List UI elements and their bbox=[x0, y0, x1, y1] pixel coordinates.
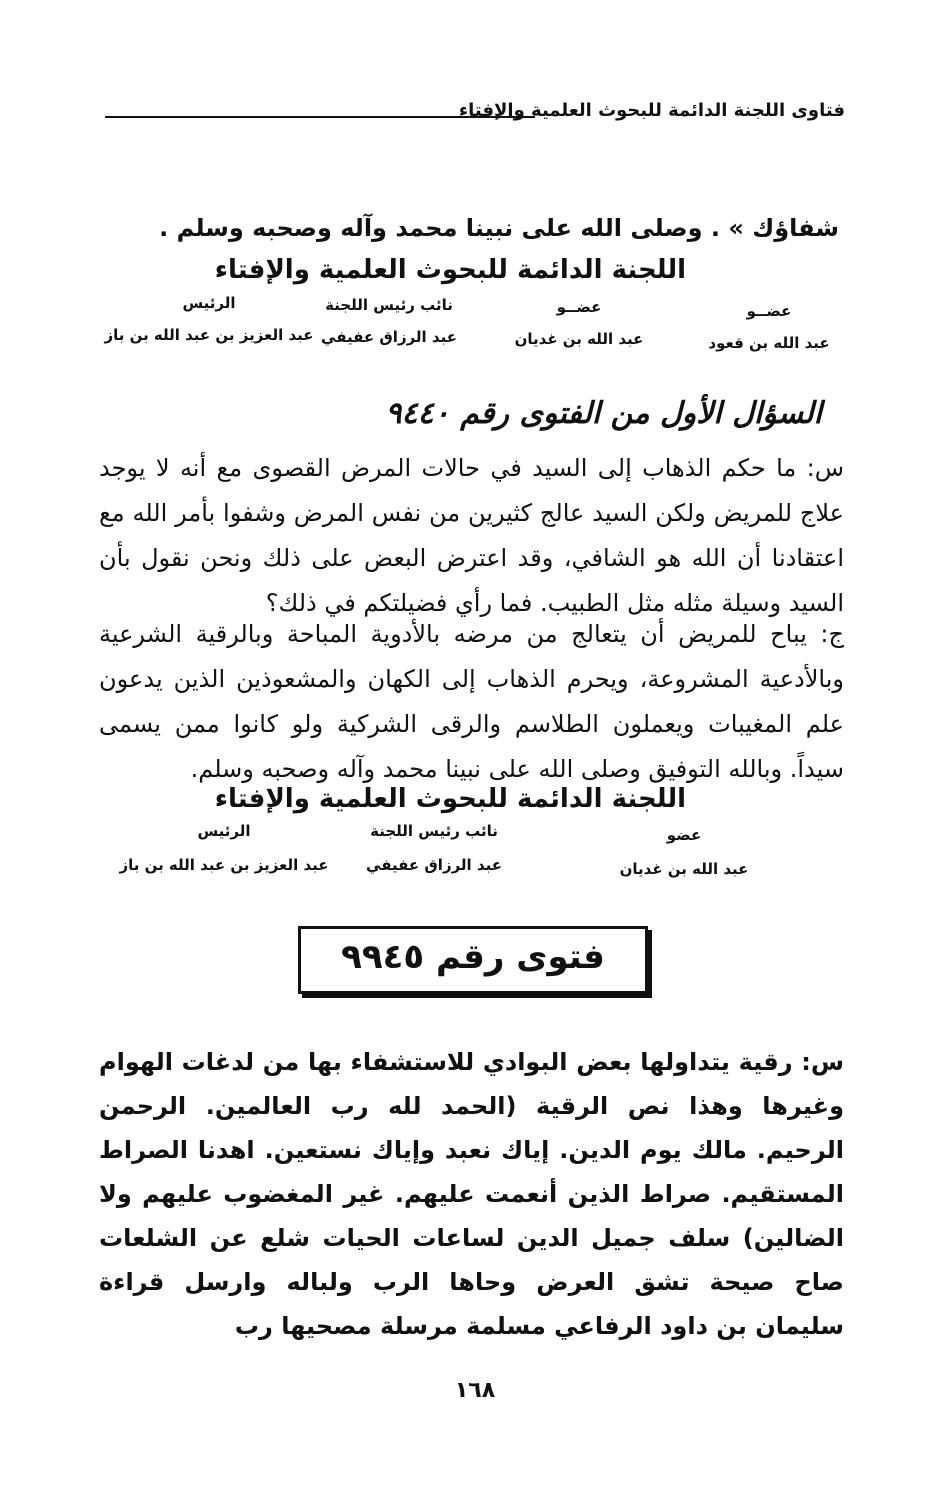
closing-line: شفاؤك » . وصلى الله على نبينا محمد وآله وصحبه وسلم . bbox=[159, 214, 839, 242]
signature-name: عبد الله بن غديان bbox=[619, 860, 749, 878]
signature-chair-2 bbox=[119, 822, 329, 874]
committee-title-2: اللجنة الدائمة للبحوث العلمية والإفتاء bbox=[214, 784, 686, 814]
signature-vice-chair bbox=[304, 296, 474, 346]
signature-role: عضو bbox=[666, 826, 702, 844]
fatwa-number-title: فتوى رقم ٩٩٤٥ bbox=[341, 937, 605, 977]
signature-role: عضــو bbox=[556, 298, 602, 316]
signature-role: الرئيس bbox=[197, 822, 251, 840]
signature-chair bbox=[104, 294, 314, 344]
signature-member bbox=[609, 826, 759, 878]
signature-role: نائب رئيس اللجنة bbox=[325, 296, 453, 314]
signature-name: عبد الله بن غديان bbox=[514, 330, 644, 348]
question-1-paragraph: س: ما حكم الذهاب إلى السيد في حالات المرض القصوى مع أنه لا يوجد علاج للمريض ولكن السيد عالج كثيرين من نفس المرض وشفوا بأمر الله مع اعتقادنا أن الله هو الشافي، وقد اعترض البعض على ذلك ونحن نقول بأن السيد وسيلة مثله مثل الطبيب. فما رأي فضيلتكم في ذلك؟ bbox=[99, 454, 844, 617]
header-rule bbox=[105, 116, 535, 118]
signature-member-1 bbox=[694, 302, 844, 352]
signature-role: نائب رئيس اللجنة bbox=[370, 822, 498, 840]
signature-member-2 bbox=[504, 298, 654, 348]
signature-name: عبد العزيز بن عبد الله بن باز bbox=[104, 326, 314, 344]
signature-name: عبد الرزاق عفيفي bbox=[366, 856, 502, 874]
signature-name: عبد الرزاق عفيفي bbox=[321, 328, 457, 346]
question-heading: السؤال الأول من الفتوى رقم ٩٤٤٠ bbox=[385, 396, 822, 431]
running-header bbox=[105, 100, 845, 130]
signature-role: الرئيس bbox=[182, 294, 236, 312]
signature-name: عبد العزيز بن عبد الله بن باز bbox=[119, 856, 329, 874]
question-2-paragraph: س: رقية يتداولها بعض البوادي للاستشفاء بها من لدغات الهوام وغيرها وهذا نص الرقية (الحمد لله رب العالمين. الرحمن الرحيم. مالك يوم الدين. إياك نعبد وإياك نستعين. اهدنا الصراط المستقيم. صراط الذين أنعمت عليهم. غير المغضوب عليهم ولا الضالين) سلف جميل الدين لساعات الحيات شلع عن الشلعات صاح صيحة تشق العرض وحاها الرب ولباله وارسل قراءة سليمان بن داود الرفاعي مسلمة مرسلة مصحيها رب bbox=[99, 1048, 844, 1340]
page-number: ١٦٨ bbox=[454, 1378, 496, 1403]
running-header-title: فتاوى اللجنة الدائمة للبحوث العلمية والإفتاء bbox=[458, 100, 845, 121]
signature-name: عبد الله بن قعود bbox=[708, 334, 830, 352]
signature-vice-chair-2 bbox=[349, 822, 519, 874]
answer-1-paragraph: ج: يباح للمريض أن يتعالج من مرضه بالأدوية المباحة وبالرقية الشرعية وبالأدعية المشروعة، ويحرم الذهاب إلى الكهان والمشعوذين الذين يدعون علم المغيبات ويعملون الطلاسم والرقى الشركية ولو كانوا ممن يسمى سيداً. وبالله التوفيق وصلى الله على نبينا محمد وآله وصحبه وسلم. bbox=[99, 620, 844, 783]
fatwa-number-box bbox=[298, 926, 648, 994]
signature-role: عضــو bbox=[746, 302, 792, 320]
committee-title: اللجنة الدائمة للبحوث العلمية والإفتاء bbox=[214, 255, 686, 285]
